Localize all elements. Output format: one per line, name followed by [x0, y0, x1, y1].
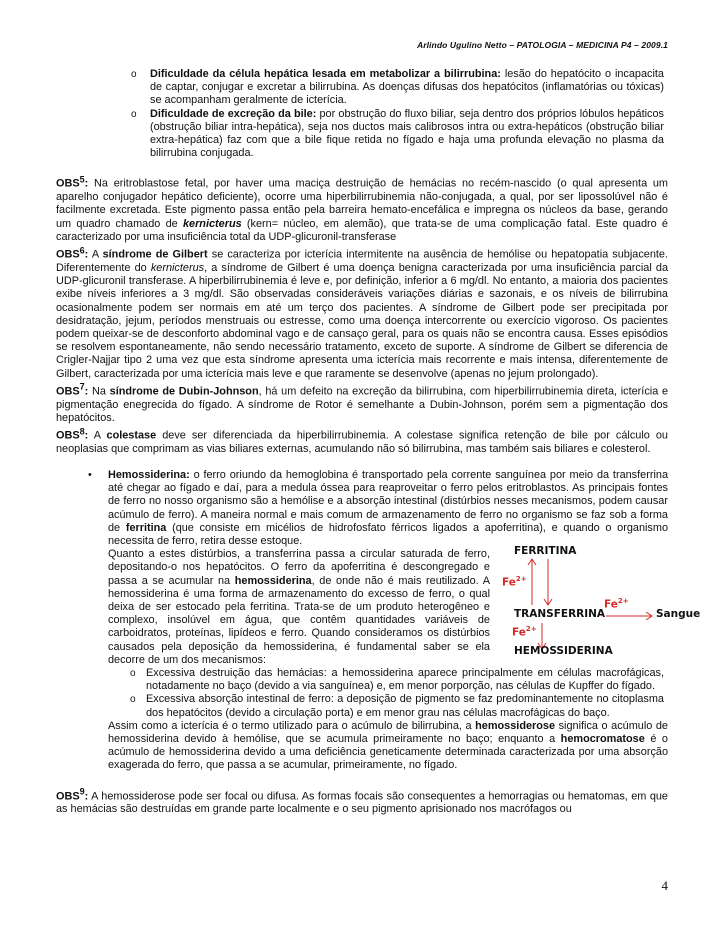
obs-7: OBS$^7$: Na síndrome de Dubin-Johnson, há um defeito na excreção da bilirrubina, com hiperbilirrubinemia direta, icterícia e pigmentação enegrecida do fígado. A síndrome de Rotor é semelhante a Dubin-Johnson, porém sem a pigmentação dos hepatócitos.: [56, 381, 669, 424]
obs-number: 9: [79, 786, 85, 797]
running-header: Arlindo Ugulino Netto – PATOLOGIA – MEDICINA P4 – 2009.1: [416, 40, 668, 50]
key-term: ferritina: [125, 521, 167, 534]
bullet-hemossiderina: [56, 469, 668, 548]
list-marker: o: [130, 668, 136, 680]
obs-label: OBS: [56, 429, 80, 442]
fe-ion-label: $Fe^{2+}$: [502, 575, 527, 589]
obs-label: OBS: [56, 248, 80, 261]
fe-ion-label: $Fe^{2+}$: [512, 625, 537, 639]
obs-number: 8: [79, 425, 85, 436]
item-heading: Dificuldade da célula hepática lesada em metabolizar a bilirrubina:: [150, 68, 501, 80]
label-hemossiderina: HEMOSSIDERINA: [514, 645, 613, 657]
iron-diagram: [502, 545, 712, 657]
list-item: [56, 693, 664, 719]
obs-5: OBS$^5$: Na eritroblastose fetal, por haver uma maciça destruição de hemácias no recém-nascido (o qual apresenta um aparelho conjugador hepático deficiente), ocorre uma hiperbilirrubinemia não-conjugada, a qual, por ser lipossolúvel não é facilmente excretada. Este pigmento passa então pela barreira hemato-encefálica e impregna os núcleos da base, gerando um quadro chamado de kernicterus (kern= núcleo, em alemão), que trata-se de uma complicação fatal. Este quadro é caracterizado por uma insuficiência total da UDP-glicuronil-transferase: [56, 174, 668, 243]
obs-label: OBS: [56, 385, 80, 398]
label-ferritina: FERRITINA: [514, 545, 577, 557]
hemo-paragraph-3: Assim como a icterícia é o termo utilizado para o acúmulo de bilirrubina, a hemossiderose significa o acúmulo de hemossiderina devido à hemólise, que se acumula primeiramente no baço; enquanto a hemocromatose é o acúmulo de hemossiderina devido a uma deficiência geneticamente determinada caracterizada por uma absorção exagerada do ferro, que passa a se acumular, primeiramente, no fígado.: [108, 719, 668, 772]
hemo-paragraph-2: Quanto a estes distúrbios, a transferrina passa a circular saturada de ferro, depositando-o nos hepatócitos. O ferro da apoferritina é descongregado e passa a se acumular na hemossiderina, de onde não é mais reutilizado. A hemossiderina é uma forma de armazenamento do excesso de ferro, o qual deixa de ser estocado pela ferritina. Trata-se de um produto heterogêneo e complexo, insolúvel em água, que contêm quantidades variáveis de carboidratos, proteínas, lipídeos e ferro. Quando consideramos os distúrbios causados pela deposição da hemossiderina, é fundamental saber se ela decorre de um dos mecanismos:: [108, 548, 490, 666]
item-heading: Dificuldade de excreção da bile:: [150, 107, 317, 120]
fe-ion-label: $Fe^{2+}$: [604, 597, 629, 611]
item-text: Excessiva absorção intestinal de ferro: a deposição de pigmento se faz predominantemente no citoplasma dos hepatócitos (devido a circulação porta) e em menor grau nas células macrofágicas do baço.: [146, 693, 664, 719]
obs-label: OBS: [56, 790, 80, 803]
item-text: por obstrução do fluxo biliar, seja dentro dos próprios lóbulos hepáticos (obstrução biliar intra-hepática), seja nos ductos mais calibrosos intra ou extra-hepáticos (obstrução biliar extra-hepática) faz com que a bile fique retida no fígado e haja uma profunda elevação no plasma da bilirrubina conjugada.: [150, 107, 664, 160]
list-marker: o: [130, 694, 136, 706]
list-marker: o: [131, 69, 137, 80]
key-term: colestase: [106, 429, 157, 442]
key-term: síndrome de Dubin-Johnson: [109, 385, 259, 398]
label-sangue: Sangue: [656, 608, 701, 620]
obs-label: OBS: [56, 178, 80, 191]
obs-number: 5: [79, 174, 85, 185]
list-marker: o: [131, 108, 137, 120]
list-item: [56, 68, 664, 108]
list-item: [56, 108, 664, 161]
page-body: [56, 68, 668, 817]
key-term: Hemossiderina:: [108, 468, 190, 481]
emphasis-term: kernicterus: [150, 261, 205, 274]
label-transferrina: TRANSFERRINA: [514, 608, 606, 620]
item-text: lesão do hepatócito o incapacita de captar, conjugar e excretar a bilirrubina. As doenças difusas dos hepatócitos (inflamatórias ou tóxicas) se acompanham geralmente de icterícia.: [150, 68, 664, 107]
obs-6: OBS$^6$: A síndrome de Gilbert se caracteriza por icterícia intermitente na ausência de hemólise ou hepatopatia subjacente. Diferentemente do kernicterus, a síndrome de Gilbert é uma doença benigna caracterizada por uma insuficiência parcial da UDP-glicuronil transferase. A hiperbilirrubinemia é leve e, por definição, inferior a 6 mg/dl. No entanto, a maioria dos pacientes exibe níveis inferiores a 3 mg/dl. São observadas consideráveis variações diárias e sazonais, e os níveis de bilirrubina ocasionalmente podem ser normais em até um terço dos pacientes. A síndrome de Gilbert pode ser precipitada por desidratação, jejum, períodos menstruais ou estresse, como uma doença intercorrente ou exercício vigoroso. Os pacientes podem queixar-se de desconforto abdominal vago e de cansaço geral, para os quais não se encontra causa. Esses episódios se resolvem espontaneamente, não sendo necessário tratamento, exceto de suporte. A síndrome de Gilbert se diferencia de Crigler-Najjar tipo 2 uma vez que esta síndrome apresenta uma icterícia mais recorrente e mais intensa, diferentemente de Gilbert, caracterizada por uma icterícia mais leve e que raramente se desenvolve (apenas no jejum prolongado).: [56, 245, 669, 380]
page-number: 4: [661, 878, 668, 893]
emphasis-term: kernicterus: [182, 217, 242, 230]
key-term: hemossiderose: [475, 719, 556, 732]
paragraph: Hemossiderina: o ferro oriundo da hemoglobina é transportado pela corrente sanguínea por meio da transferrina até chegar ao fígado e daí, para a medula óssea para reaproveitar o ferro pelos eritroblastos. As principais fontes de ferro no nosso organismo são a hemólise e a absorção intestinal (distúrbios nesses mecanismos, podem causar acúmulo de ferro). A maneira normal e mais comum de armazenamento de ferro no organismo se faz sob a forma de ferritina (que consiste em micélios de hidrofosfato férricos ligados a apoferritina), e quando o organismo necessita de ferro, retira desse estoque.: [108, 468, 669, 547]
list-item: [56, 667, 664, 693]
key-term: hemocromatose: [560, 733, 645, 746]
key-term: hemossiderina: [234, 574, 312, 587]
obs-8: OBS$^8$: A colestase deve ser diferenciada da hiperbilirrubinemia. A colestase significa retenção de bile por cálculo ou neoplasias que comprimam as vias biliares externas, acumulando não só bilirrubina, mas também sais biliares e colesterol.: [56, 425, 668, 455]
obs-number: 6: [79, 245, 85, 256]
obs-9: OBS$^9$: A hemossiderose pode ser focal ou difusa. As formas focais são consequentes a hemorragias ou hematomas, em que as hemácias são destruídas em grande parte localmente e o seu pigmento aprisionado nos macrófagos ou: [56, 786, 668, 816]
obs-number: 7: [79, 381, 85, 392]
item-text: Excessiva destruição das hemácias: a hemossiderina aparece principalmente em células macrofágicas, notadamente no baço (devido a via sanguínea) e, em menor porporção, nas células de Kupffer do fígado.: [146, 667, 664, 693]
key-term: síndrome de Gilbert: [102, 248, 208, 261]
bullet-marker: •: [88, 468, 92, 481]
